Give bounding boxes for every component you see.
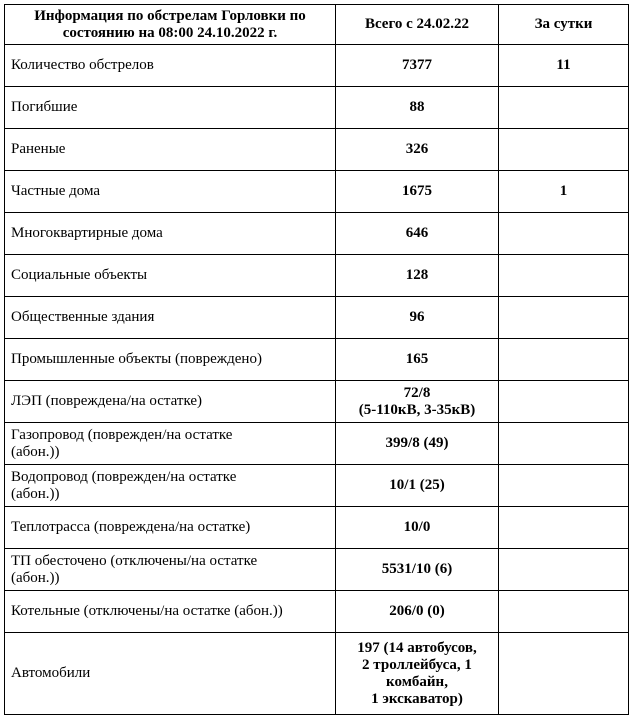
table-row (5, 255, 629, 297)
table-row (5, 339, 629, 381)
row-day: 1 (499, 171, 629, 213)
row-label: Социальные объекты (5, 255, 336, 297)
row-total: 88 (336, 87, 499, 129)
row-total: 646 (336, 213, 499, 255)
row-total: 7377 (336, 45, 499, 87)
row-total: 10/1 (25) (336, 465, 499, 507)
row-day (499, 465, 629, 507)
table-row (5, 465, 629, 507)
row-label: ЛЭП (повреждена/на остатке) (5, 381, 336, 423)
row-label: Водопровод (поврежден/на остатке (абон.)) (5, 465, 336, 507)
row-total: 5531/10 (6) (336, 549, 499, 591)
table-row (5, 381, 629, 423)
row-day: 11 (499, 45, 629, 87)
row-day (499, 507, 629, 549)
row-label: Автомобили (5, 633, 336, 715)
row-day (499, 549, 629, 591)
table-row (5, 297, 629, 339)
row-day (499, 297, 629, 339)
table-row (5, 507, 629, 549)
row-total: 399/8 (49) (336, 423, 499, 465)
row-label: Котельные (отключены/на остатке (абон.)) (5, 591, 336, 633)
table-row (5, 129, 629, 171)
table-row (5, 213, 629, 255)
row-total: 326 (336, 129, 499, 171)
table-row (5, 45, 629, 87)
row-label: Теплотрасса (повреждена/на остатке) (5, 507, 336, 549)
row-day (499, 423, 629, 465)
row-label: Общественные здания (5, 297, 336, 339)
row-day (499, 213, 629, 255)
row-total: 96 (336, 297, 499, 339)
table-row (5, 633, 629, 715)
shelling-report-table (4, 4, 629, 715)
table-row (5, 423, 629, 465)
table-row (5, 87, 629, 129)
row-label: ТП обесточено (отключены/на остатке (абон.)) (5, 549, 336, 591)
row-total: 10/0 (336, 507, 499, 549)
row-day (499, 591, 629, 633)
row-total: 72/8 (5-110кВ, 3-35кВ) (336, 381, 499, 423)
row-day (499, 339, 629, 381)
table-row (5, 549, 629, 591)
row-total: 128 (336, 255, 499, 297)
row-label: Количество обстрелов (5, 45, 336, 87)
row-day (499, 255, 629, 297)
row-total: 206/0 (0) (336, 591, 499, 633)
table-row (5, 171, 629, 213)
row-label: Раненые (5, 129, 336, 171)
row-total: 197 (14 автобусов, 2 троллейбуса, 1 комбайн, 1 экскаватор) (336, 633, 499, 715)
row-label: Частные дома (5, 171, 336, 213)
table-title: Информация по обстрелам Горловки по состоянию на 08:00 24.10.2022 г. (5, 5, 336, 45)
row-day (499, 129, 629, 171)
row-total: 165 (336, 339, 499, 381)
row-day (499, 633, 629, 715)
row-total: 1675 (336, 171, 499, 213)
column-header-day: За сутки (499, 5, 629, 45)
header-row (5, 5, 629, 45)
row-label: Многоквартирные дома (5, 213, 336, 255)
row-label: Газопровод (поврежден/на остатке (абон.)) (5, 423, 336, 465)
table-row (5, 591, 629, 633)
row-day (499, 87, 629, 129)
column-header-total: Всего с 24.02.22 (336, 5, 499, 45)
row-day (499, 381, 629, 423)
row-label: Промышленные объекты (повреждено) (5, 339, 336, 381)
row-label: Погибшие (5, 87, 336, 129)
